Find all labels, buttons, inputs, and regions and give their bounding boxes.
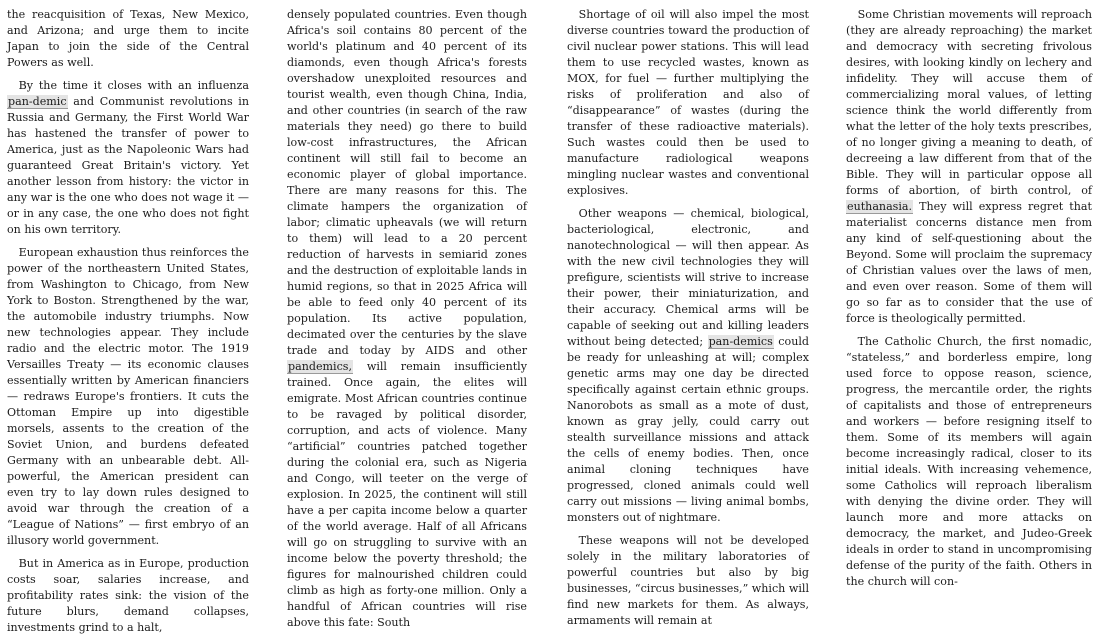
- text-run: Other weapons — chemical, biological, bacteriological, electronic, and nanotechnological — will then appear. As with the new civil technologies they will prefigure, scientists will strive to increase their power, their miniaturization, and their accuracy. Chemical arms will be capable of seeking out and killing leaders without being detected;: [567, 207, 809, 348]
- paragraph: [846, 7, 1092, 327]
- paragraph: [567, 533, 809, 629]
- paragraph: [7, 7, 249, 71]
- highlighted-term[interactable]: pan-demics: [708, 335, 773, 348]
- text-run: and Communist revolutions in Russia and Germany, the First World War has hastened the transfer of power to America, just as the Napoleonic Wars had guaranteed Great Britain's victory. Yet another lesson from history: the victor in any war is the one who does not wage it — or in any case, the one who does not fight on his own territory.: [7, 95, 249, 236]
- text-column-1: [7, 7, 249, 636]
- paragraph: [846, 334, 1092, 590]
- text-run: By the time it closes with an influenza: [18, 79, 249, 92]
- paragraph: [567, 7, 809, 199]
- highlighted-term[interactable]: pan-demic: [8, 95, 67, 108]
- paragraph: [567, 206, 809, 526]
- text-run: But in America as in Europe, production costs soar, salaries increase, and profitability rates sink: the vision of the future blurs, demand collapses, investments grind to a halt,: [7, 557, 249, 634]
- highlighted-term[interactable]: euthanasia.: [847, 200, 913, 213]
- text-run: densely populated countries. Even though Africa's soil contains 80 percent of the world's platinum and 40 percent of its diamonds, even though Africa's forests overshadow unexploited resources and tourist wealth, even though China, India, and other countries (in search of the raw materials they need) go there to build low-cost infrastructures, the African continent will still fail to become an economic player of global importance. There are many reasons for this. The climate hampers the organization of labor; climatic upheavals (we will return to them) will lead to a 20 percent reduction of harvests in semiarid zones and the destruction of exploitable lands in humid regions, so that in 2025 Africa will be able to feed only 40 percent of its population. Its active population, decimated over the centuries by the slave trade and today by AIDS and other: [287, 8, 527, 357]
- text-run: could be ready for unleashing at will; complex genetic arms may one day be directed specifically against certain ethnic groups. Nanorobots as small as a mote of dust, known as gray jelly, could carry out stealth surveillance missions and attack the cells of enemy bodies. Then, once animal cloning techniques have progressed, cloned animals could well carry out missions — living animal bombs, monsters out of nightmare.: [567, 335, 809, 524]
- paragraph: [7, 245, 249, 549]
- text-run: the reacquisition of Texas, New Mexico, and Arizona; and urge them to incite Japan to join the side of the Central Powers as well.: [7, 8, 249, 69]
- text-column-3: [567, 7, 809, 629]
- text-run: They will express regret that materialist concerns distance men from any kind of self-questioning about the Beyond. Some will proclaim the supremacy of Christian values over the laws of men, and even over reason. Some of them will go so far as to consider that the use of force is theologically permitted.: [846, 200, 1092, 325]
- highlighted-term[interactable]: pandemics,: [288, 360, 353, 373]
- text-run: Some Christian movements will reproach (they are already reproaching) the market and democracy with secreting frivolous desires, with looking kindly on lechery and infidelity. They will accuse them of commercializing moral values, of letting science think the world differently from what the letter of the holy texts prescribes, of no longer giving a meaning to death, of decreeing a law different from that of the Bible. They will in particular oppose all forms of abortion, of birth control, of: [846, 8, 1092, 197]
- text-run: The Catholic Church, the first nomadic, “stateless,” and borderless empire, long used force to oppose reason, science, progress, the mercantile order, the rights of capitalists and those of entrepreneurs and workers — before resigning itself to them. Some of its members will again become increasingly radical, closer to its initial ideals. With increasing vehemence, some Catholics will reproach liberalism with denying the divine order. They will launch more and more attacks on democracy, the market, and Judeo-Greek ideals in order to stand in uncompromising defense of the purity of the faith. Others in the church will con-: [846, 335, 1092, 588]
- text-run: These weapons will not be developed solely in the military laboratories of powerful countries but also by big businesses, “circus businesses,” which will find new markets for them. As always, armaments will remain at: [567, 534, 809, 627]
- text-run: will remain insufficiently trained. Once again, the elites will emigrate. Most African countries continue to be ravaged by political disorder, corruption, and acts of violence. Many “artificial” countries patched together during the colonial era, such as Nigeria and Congo, will teeter on the verge of explosion. In 2025, the continent will still have a per capita income below a quarter of the world average. Half of all Africans will go on struggling to survive with an income below the poverty threshold; the figures for malnourished children could climb as high as forty-one million. Only a handful of African countries will rise above this fate: South: [287, 360, 527, 629]
- text-column-4: [846, 7, 1092, 590]
- paragraph: [7, 556, 249, 636]
- text-run: Shortage of oil will also impel the most diverse countries toward the production of civil nuclear power stations. This will lead them to use recycled wastes, known as MOX, for fuel — further multiplying the risks of proliferation and also of “disappearance” of wastes (during the transfer of these radioactive materials). Such wastes could then be used to manufacture radiological weapons mingling nuclear wastes and conventional explosives.: [567, 8, 809, 197]
- text-column-2: [287, 7, 527, 631]
- paragraph: [7, 78, 249, 238]
- paragraph: [287, 7, 527, 631]
- text-run: European exhaustion thus reinforces the power of the northeastern United States, from Washington to Chicago, from New York to Boston. Strengthened by the war, the automobile industry triumphs. Now new technologies appear. They include radio and the electric motor. The 1919 Versailles Treaty — its economic clauses essentially written by American financiers — redraws Europe's frontiers. It cuts the Ottoman Empire up into digestible morsels, assents to the creation of the Soviet Union, and burdens defeated Germany with an unbearable debt. All-powerful, the American president can even try to lay down rules designed to avoid war through the creation of a “League of Nations” — first embryo of an illusory world government.: [7, 246, 249, 547]
